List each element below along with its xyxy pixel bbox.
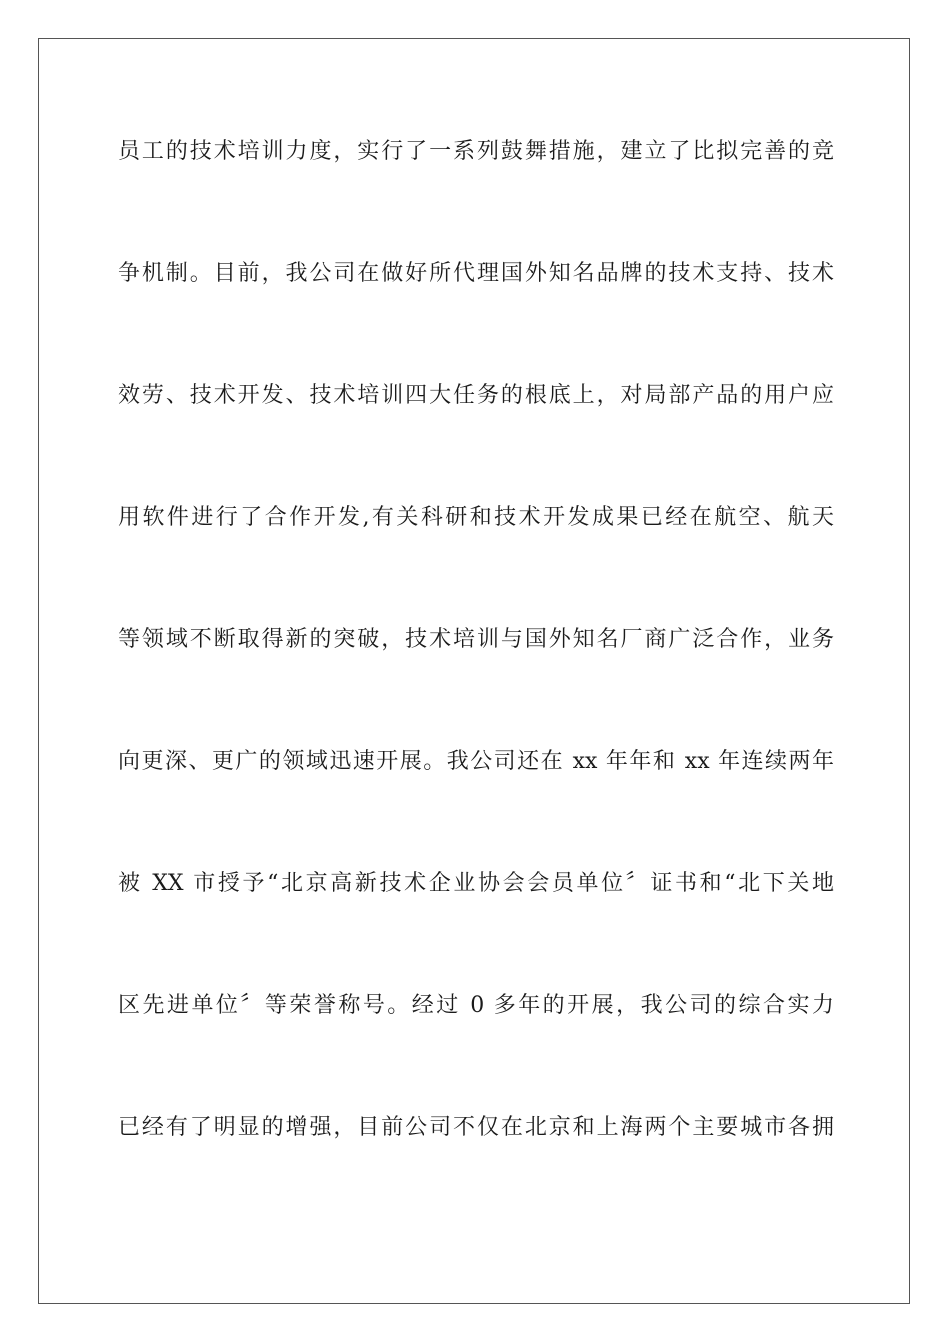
paragraph-line: 被 XX 市授予“北京高新技术企业协会会员单位〞证书和“北下关地: [118, 871, 834, 896]
paragraph-line: 争机制。目前，我公司在做好所代理国外知名品牌的技术支持、技术: [118, 261, 834, 286]
paragraph-line: 区先进单位〞等荣誉称号。经过 0 多年的开展，我公司的综合实力: [118, 993, 834, 1018]
paragraph-line: 向更深、更广的领域迅速开展。我公司还在 xx 年年和 xx 年连续两年: [118, 749, 834, 774]
paragraph-line: 员工的技术培训力度，实行了一系列鼓舞措施，建立了比拟完善的竞: [118, 139, 834, 164]
paragraph-line: 效劳、技术开发、技术培训四大任务的根底上，对局部产品的用户应: [118, 383, 834, 408]
paragraph-line: 用软件进行了合作开发,有关科研和技术开发成果已经在航空、航天: [118, 505, 834, 530]
paragraph-line: 已经有了明显的增强，目前公司不仅在北京和上海两个主要城市各拥: [118, 1115, 834, 1140]
paragraph-line: 等领域不断取得新的突破，技术培训与国外知名厂商广泛合作，业务: [118, 627, 834, 652]
